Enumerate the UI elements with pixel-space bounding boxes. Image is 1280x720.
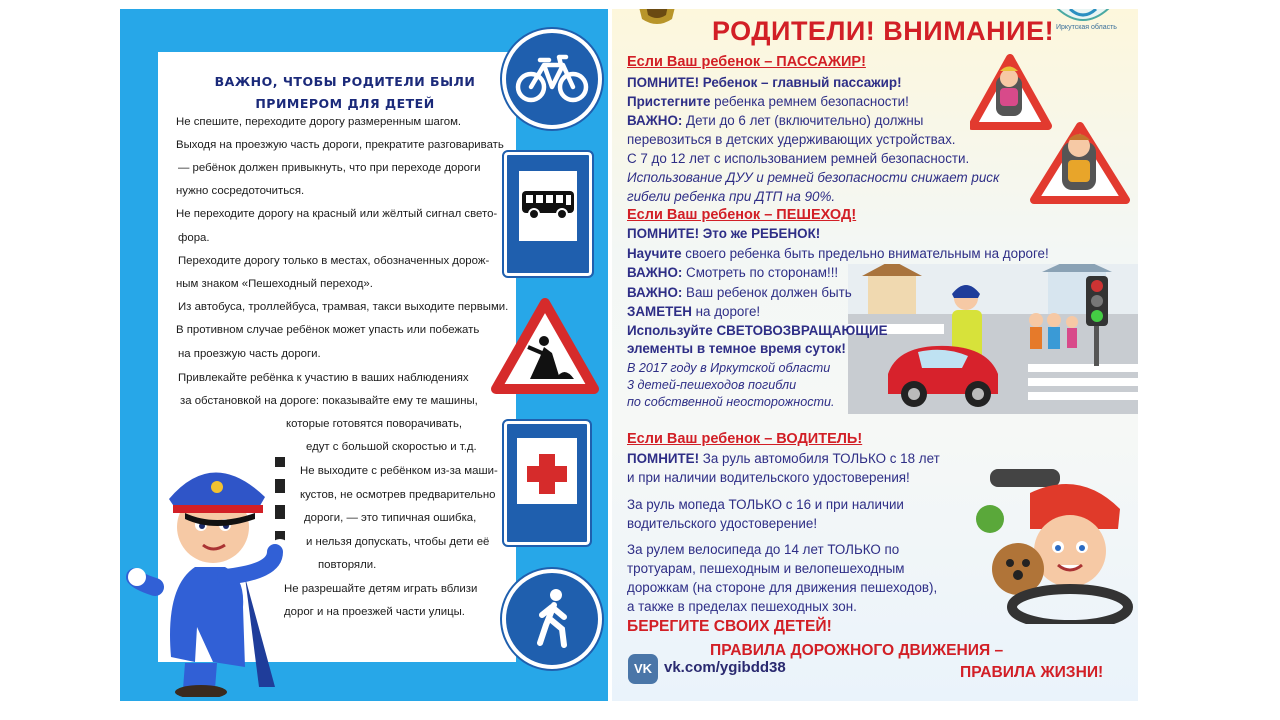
- child-car-seat-icon: [970, 54, 1138, 204]
- advice-line: дороги, — это типичная ошибка,: [304, 512, 477, 524]
- advice-line: Из автобуса, троллейбуса, трамвая, такси выходите первыми.: [178, 301, 509, 313]
- advice-line: фора.: [178, 232, 210, 244]
- advice-line: Не переходите дорогу на красный или жёлтый сигнал свето-: [176, 208, 498, 220]
- advice-line: Не выходите с ребёнком из-за маши-: [300, 465, 498, 477]
- advice-line: едут с большой скоростью и т.д.: [306, 441, 477, 453]
- advice-line: нужно сосредоточиться.: [176, 185, 305, 197]
- advice-line: В противном случае ребёнок может упасть или побежать: [176, 324, 480, 336]
- region-logo-caption: Иркутская область: [1056, 24, 1117, 31]
- advice-line: Не спешите, переходите дорогу размеренным шагом.: [176, 116, 462, 128]
- poster-header: РОДИТЕЛИ! ВНИМАНИЕ!: [712, 16, 1055, 46]
- advice-line: Переходите дорогу только в местах, обозначенных дорож-: [178, 255, 490, 267]
- advice-line: и нельзя допускать, чтобы дети её: [306, 536, 490, 548]
- pedestrian-heading: Если Ваш ребенок – ПЕШЕХОД!: [627, 207, 857, 223]
- vk-link[interactable]: vk.com/ygibdd38: [664, 659, 786, 676]
- advice-line: кустов, не осмотрев предварительно: [300, 489, 496, 501]
- advice-line: Не разрешайте детям играть вблизи: [284, 583, 478, 595]
- advice-line: на проезжую часть дороги.: [178, 348, 321, 360]
- bicycle-sign-icon: [502, 29, 602, 129]
- advice-line: дорог и на проезжей части улицы.: [284, 606, 465, 618]
- left-poster-title: ВАЖНО, ЧТОБЫ РОДИТЕЛИ БЫЛИ ПРИМЕРОМ ДЛЯ ДЕТЕЙ: [214, 74, 476, 111]
- vk-icon: VK: [628, 654, 658, 684]
- advice-line: Привлекайте ребёнка к участию в ваших наблюдениях: [178, 372, 469, 384]
- passenger-heading: Если Ваш ребенок – ПАССАЖИР!: [627, 54, 866, 70]
- street-scene-icon: [848, 264, 1138, 414]
- road-works-sign-icon: [490, 297, 600, 397]
- traffic-police-boy-icon: [125, 427, 325, 697]
- first-aid-sign-icon: [504, 421, 590, 545]
- rules-slogan-1: ПРАВИЛА ДОРОЖНОГО ДВИЖЕНИЯ –: [710, 642, 1004, 659]
- advice-line: повторяли.: [318, 559, 377, 571]
- right-poster: Иркутская область РОДИТЕЛИ! ВНИМАНИЕ! Если Ваш ребенок – ПАССАЖИР! ПОМНИТЕ! Ребенок – главный пассажир! Пристегните ребенка ремнем безопасности! ВАЖНО: Дети до 6 лет (включительно) должны перевозиться в детских удерживающих устройствах. С 7 до 12 лет с использованием ремней безопасности. Использование ДУУ и ремней безопасности снижает риск гибели ребенка при ДТП на 90%. Если Ваш ребенок – ПЕШЕХОД! ПОМНИТЕ! Это же РЕБЕНОК! Научите своего ребенка быть предельно внимательным на дороге! ВАЖНО: Смотреть по сторонам!!! ВАЖНО: Ваш ребенок должен быть ЗАМЕТЕН на дороге! Используйте СВЕТОВОЗВРАЩАЮЩИЕ элементы в темное время суток! В 2017 году в Иркутской области 3 детей-пешеходов погибли по собственной неосторожности. Если Ваш ребенок – ВОДИТЕЛЬ! ПОМНИТЕ! За руль автомобиля ТОЛЬКО с 18 лет и при наличии водительского удостоверения! За руль мопеда ТОЛЬКО с 16 и при наличии водительского удостоверение! За рулем велосипеда до 14 лет ТОЛЬКО по тротуарам, пешеходным и велопешеходным дорожкам (на стороне для движения пешеходов), а также в пределах пешеходных зон. БЕРЕГИТЕ СВОИХ ДЕТЕЙ! ПРАВИЛА ДОРОЖНОГО ДВИЖЕНИЯ – ПРАВИЛА ЖИЗНИ! VK vk.com/ygibdd38: [612, 9, 1138, 701]
- advice-line: за обстановкой на дороге: показывайте ему те машины,: [180, 395, 478, 407]
- bus-stop-sign-icon: [504, 152, 592, 276]
- advice-line: Выходя на проезжую часть дороги, прекратите разговаривать: [176, 139, 504, 151]
- advice-line: ным знаком «Пешеходный переход».: [176, 278, 373, 290]
- left-poster: [120, 9, 608, 701]
- pedestrian-sign-icon: [502, 569, 602, 669]
- advice-line: — ребёнок должен привыкнуть, что при переходе дороги: [178, 162, 481, 174]
- advice-line: которые готовятся поворачивать,: [286, 418, 463, 430]
- rules-slogan-2: ПРАВИЛА ЖИЗНИ!: [960, 664, 1104, 681]
- care-slogan: БЕРЕГИТЕ СВОИХ ДЕТЕЙ!: [627, 618, 832, 635]
- gibdd-emblem-icon: [636, 9, 678, 27]
- driver-heading: Если Ваш ребенок – ВОДИТЕЛЬ!: [627, 431, 863, 447]
- boy-driver-icon: [970, 459, 1135, 624]
